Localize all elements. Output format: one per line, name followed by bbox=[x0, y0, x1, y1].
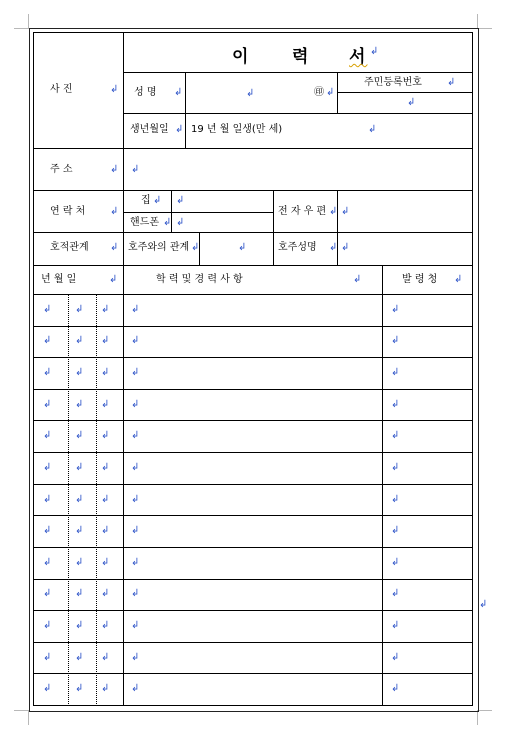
history-cell-return-mark: ↲ bbox=[101, 683, 110, 694]
contact-label: 연 락 처 bbox=[50, 206, 86, 217]
history-cell-return-mark: ↲ bbox=[131, 557, 140, 568]
history-cell-return-mark: ↲ bbox=[101, 557, 110, 568]
head-name-label: 호주성명 bbox=[278, 242, 317, 253]
history-row-divider bbox=[33, 642, 473, 643]
history-cell-return-mark: ↲ bbox=[43, 430, 52, 441]
table-border-right bbox=[472, 32, 473, 706]
history-cell-return-mark: ↲ bbox=[101, 430, 110, 441]
email-divider bbox=[273, 190, 274, 265]
title-char: 이 bbox=[232, 47, 251, 67]
history-cell-return-mark: ↲ bbox=[75, 494, 84, 505]
history-cell-return-mark: ↲ bbox=[391, 557, 400, 568]
history-cell-return-mark: ↲ bbox=[391, 430, 400, 441]
table-border-top bbox=[33, 32, 473, 33]
history-cell-return-mark: ↲ bbox=[391, 304, 400, 315]
history-cell-return-mark: ↲ bbox=[391, 588, 400, 599]
history-cell-return-mark: ↲ bbox=[75, 430, 84, 441]
home-mobile-divider bbox=[123, 212, 273, 213]
return-mark: ↲ bbox=[176, 195, 185, 206]
history-cell-return-mark: ↲ bbox=[101, 652, 110, 663]
history-cell-return-mark: ↲ bbox=[131, 335, 140, 346]
name-label: 성 명 bbox=[134, 87, 157, 98]
issuer-column-divider bbox=[382, 265, 383, 706]
history-cell-return-mark: ↲ bbox=[43, 399, 52, 410]
page-corner-mark bbox=[14, 14, 29, 29]
home-label: 집 bbox=[141, 195, 151, 206]
return-mark: ↲ bbox=[110, 206, 119, 217]
family-row-divider bbox=[33, 265, 473, 266]
return-mark: ↲ bbox=[176, 217, 185, 228]
history-cell-return-mark: ↲ bbox=[75, 588, 84, 599]
history-cell-return-mark: ↲ bbox=[75, 399, 84, 410]
email-label: 전 자 우 편 bbox=[278, 206, 327, 217]
history-cell-return-mark: ↲ bbox=[391, 335, 400, 346]
seal-mark: ㊞ bbox=[314, 87, 324, 98]
return-mark: ↲ bbox=[353, 274, 362, 285]
return-mark: ↲ bbox=[163, 217, 172, 228]
return-mark: ↲ bbox=[370, 46, 379, 57]
resume-form bbox=[33, 32, 473, 706]
history-row-divider bbox=[33, 484, 473, 485]
title-row-divider bbox=[123, 72, 473, 73]
return-mark: ↲ bbox=[109, 274, 118, 285]
history-cell-return-mark: ↲ bbox=[101, 525, 110, 536]
history-cell-return-mark: ↲ bbox=[131, 430, 140, 441]
contact-row-divider bbox=[33, 232, 473, 233]
return-mark: ↲ bbox=[191, 242, 200, 253]
history-row-divider bbox=[33, 610, 473, 611]
resident-sub-divider bbox=[337, 92, 473, 93]
history-row-divider bbox=[33, 326, 473, 327]
return-mark: ↲ bbox=[246, 88, 255, 99]
history-cell-return-mark: ↲ bbox=[391, 652, 400, 663]
birth-detail: 19 년 월 일생(만 세) bbox=[191, 124, 283, 135]
return-mark: ↲ bbox=[110, 84, 119, 95]
return-mark: ↲ bbox=[329, 242, 338, 253]
history-cell-return-mark: ↲ bbox=[131, 683, 140, 694]
return-mark: ↲ bbox=[175, 124, 184, 135]
photo-section-divider bbox=[33, 148, 473, 149]
history-cell-return-mark: ↲ bbox=[101, 335, 110, 346]
return-mark: ↲ bbox=[341, 242, 350, 253]
birth-date-label: 생년월일 bbox=[130, 124, 169, 135]
return-mark: ↲ bbox=[479, 599, 488, 610]
history-cell-return-mark: ↲ bbox=[75, 462, 84, 473]
history-cell-return-mark: ↲ bbox=[75, 557, 84, 568]
history-row-divider bbox=[33, 357, 473, 358]
history-cell-return-mark: ↲ bbox=[75, 335, 84, 346]
page-corner-mark bbox=[477, 14, 492, 29]
history-row-divider bbox=[33, 673, 473, 674]
history-cell-return-mark: ↲ bbox=[75, 652, 84, 663]
history-cell-return-mark: ↲ bbox=[101, 588, 110, 599]
table-border-bottom bbox=[33, 705, 473, 706]
label-column-divider bbox=[123, 32, 124, 706]
history-cell-return-mark: ↲ bbox=[391, 494, 400, 505]
history-cell-return-mark: ↲ bbox=[131, 525, 140, 536]
history-cell-return-mark: ↲ bbox=[101, 367, 110, 378]
history-row-divider bbox=[33, 420, 473, 421]
return-mark: ↲ bbox=[110, 242, 119, 253]
history-cell-return-mark: ↲ bbox=[101, 494, 110, 505]
history-cell-return-mark: ↲ bbox=[391, 620, 400, 631]
history-cell-return-mark: ↲ bbox=[131, 399, 140, 410]
history-cell-return-mark: ↲ bbox=[391, 462, 400, 473]
return-mark: ↲ bbox=[326, 87, 335, 98]
address-label: 주 소 bbox=[50, 164, 73, 175]
history-row-divider bbox=[33, 579, 473, 580]
address-row-divider bbox=[33, 190, 473, 191]
history-cell-return-mark: ↲ bbox=[43, 620, 52, 631]
history-cell-return-mark: ↲ bbox=[131, 652, 140, 663]
history-row-divider bbox=[33, 515, 473, 516]
issuer-header: 발 령 청 bbox=[402, 274, 438, 285]
history-cell-return-mark: ↲ bbox=[75, 304, 84, 315]
history-cell-return-mark: ↲ bbox=[43, 588, 52, 599]
history-cell-return-mark: ↲ bbox=[75, 620, 84, 631]
history-cell-return-mark: ↲ bbox=[101, 399, 110, 410]
history-cell-return-mark: ↲ bbox=[43, 683, 52, 694]
resident-number-label: 주민등록번호 bbox=[364, 77, 422, 88]
history-cell-return-mark: ↲ bbox=[75, 683, 84, 694]
history-row-divider bbox=[33, 547, 473, 548]
history-cell-return-mark: ↲ bbox=[43, 304, 52, 315]
history-cell-return-mark: ↲ bbox=[101, 620, 110, 631]
title-char: 서 bbox=[349, 47, 368, 67]
history-cell-return-mark: ↲ bbox=[391, 367, 400, 378]
history-cell-return-mark: ↲ bbox=[43, 335, 52, 346]
return-mark: ↲ bbox=[407, 97, 416, 108]
history-cell-return-mark: ↲ bbox=[43, 525, 52, 536]
month-day-divider bbox=[96, 294, 97, 706]
return-mark: ↲ bbox=[329, 206, 338, 217]
history-cell-return-mark: ↲ bbox=[131, 620, 140, 631]
history-cell-return-mark: ↲ bbox=[131, 367, 140, 378]
return-mark: ↲ bbox=[110, 164, 119, 175]
return-mark: ↲ bbox=[238, 242, 247, 253]
history-header: 학 력 및 경 력 사 항 bbox=[156, 274, 243, 285]
relation-to-head-label: 호주와의 관계 bbox=[128, 242, 190, 253]
history-cell-return-mark: ↲ bbox=[43, 367, 52, 378]
history-cell-return-mark: ↲ bbox=[391, 399, 400, 410]
history-cell-return-mark: ↲ bbox=[43, 652, 52, 663]
history-cell-return-mark: ↲ bbox=[391, 683, 400, 694]
history-cell-return-mark: ↲ bbox=[131, 494, 140, 505]
birth-divider bbox=[185, 113, 186, 148]
history-cell-return-mark: ↲ bbox=[131, 462, 140, 473]
history-cell-return-mark: ↲ bbox=[101, 304, 110, 315]
year-month-day-header: 년 월 일 bbox=[41, 274, 77, 285]
history-row-divider bbox=[33, 452, 473, 453]
return-mark: ↲ bbox=[174, 87, 183, 98]
return-mark: ↲ bbox=[131, 164, 140, 175]
page-corner-mark bbox=[477, 710, 492, 725]
return-mark: ↲ bbox=[454, 274, 463, 285]
history-cell-return-mark: ↲ bbox=[43, 462, 52, 473]
title-char: 력 bbox=[292, 47, 311, 67]
name-divider bbox=[185, 72, 186, 113]
table-border-left bbox=[33, 32, 34, 706]
year-month-divider bbox=[68, 294, 69, 706]
mobile-label: 핸드폰 bbox=[130, 217, 159, 228]
family-relation-label: 호적관계 bbox=[50, 242, 89, 253]
history-cell-return-mark: ↲ bbox=[131, 588, 140, 599]
history-cell-return-mark: ↲ bbox=[391, 525, 400, 536]
return-mark: ↲ bbox=[341, 206, 350, 217]
history-cell-return-mark: ↲ bbox=[131, 304, 140, 315]
return-mark: ↲ bbox=[153, 195, 162, 206]
history-cell-return-mark: ↲ bbox=[75, 367, 84, 378]
history-cell-return-mark: ↲ bbox=[101, 462, 110, 473]
history-cell-return-mark: ↲ bbox=[43, 494, 52, 505]
page-corner-mark bbox=[14, 710, 29, 725]
return-mark: ↲ bbox=[447, 77, 456, 88]
history-header-divider bbox=[33, 294, 473, 295]
return-mark: ↲ bbox=[368, 124, 377, 135]
history-row-divider bbox=[33, 389, 473, 390]
history-cell-return-mark: ↲ bbox=[75, 525, 84, 536]
name-row-divider bbox=[123, 113, 473, 114]
history-cell-return-mark: ↲ bbox=[43, 557, 52, 568]
photo-label: 사 진 bbox=[50, 84, 73, 95]
